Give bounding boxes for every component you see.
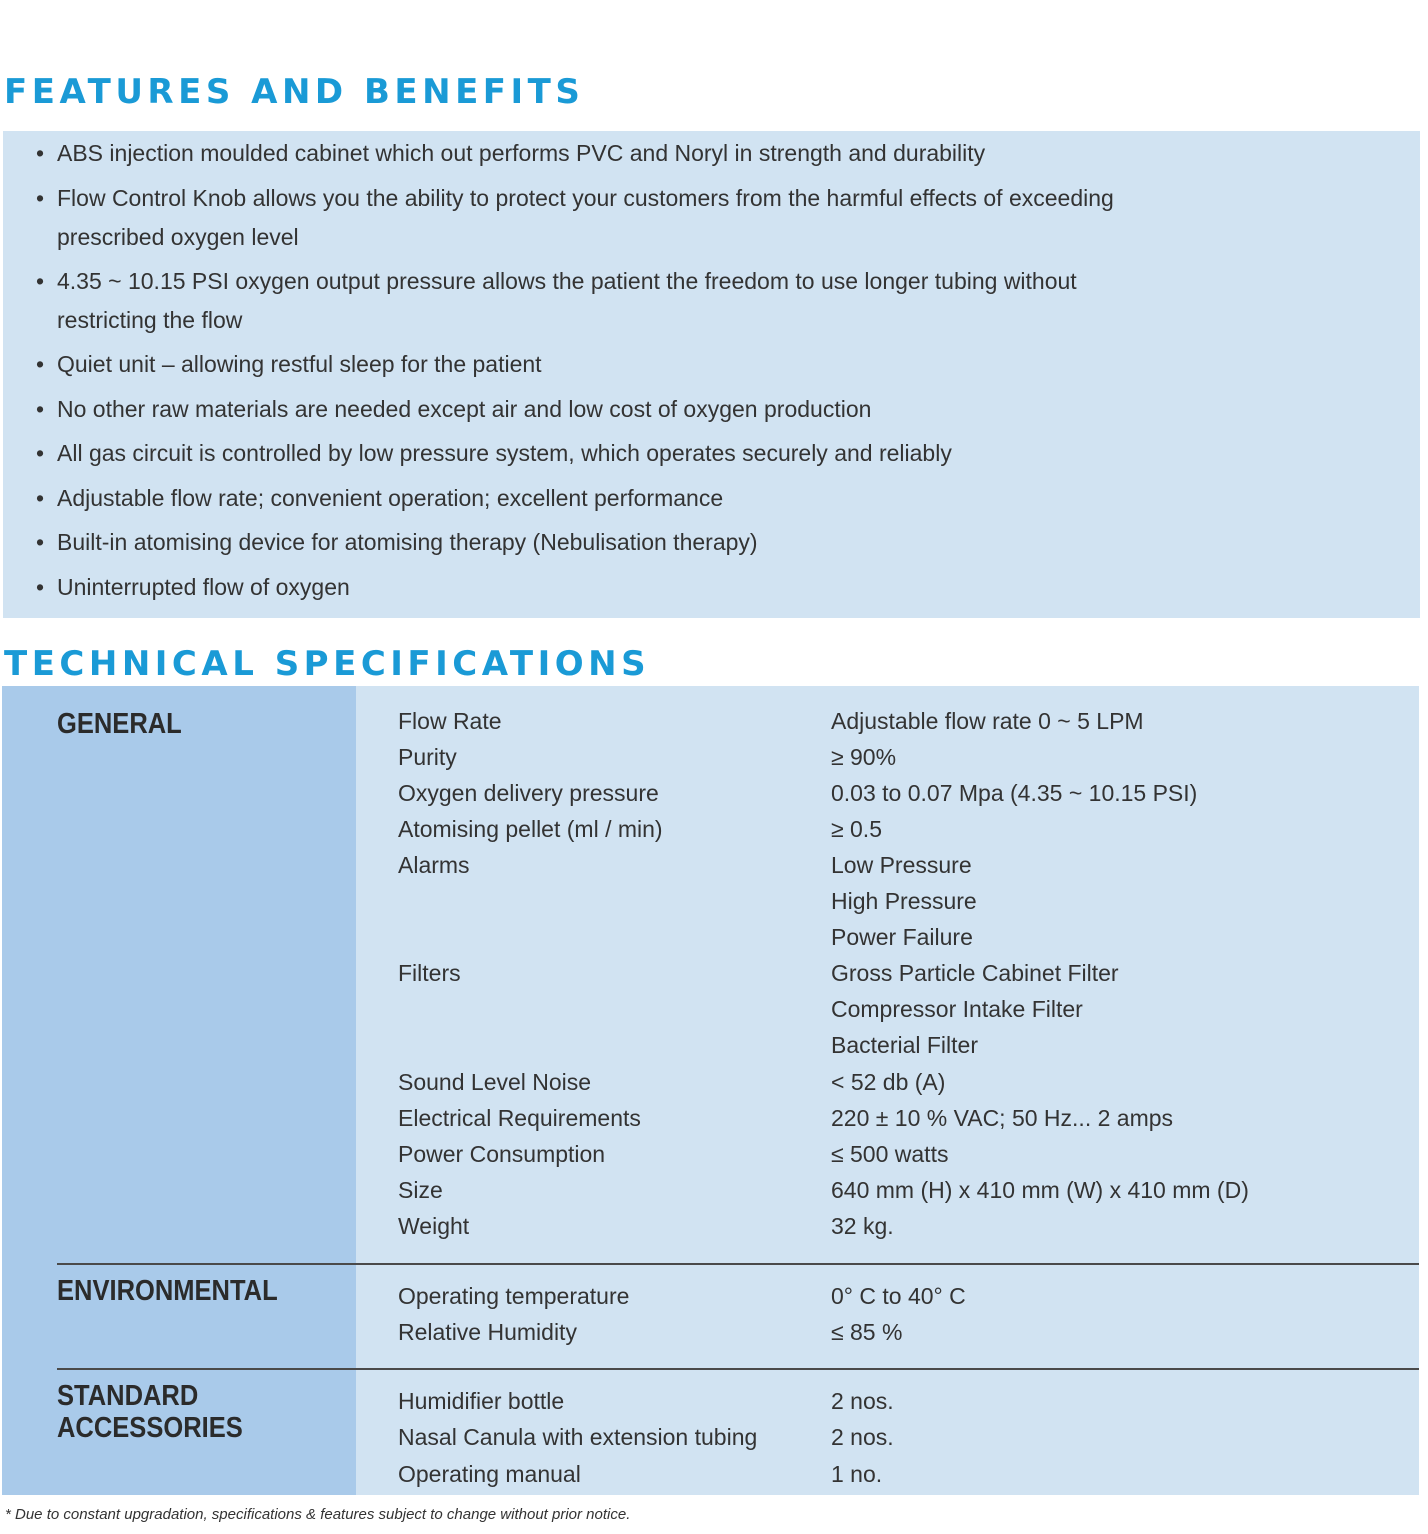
spec-label: Purity bbox=[398, 744, 457, 770]
feature-text: Flow Control Knob allows you the ability to protect your customers from the harmful effects of exceeding bbox=[57, 185, 1114, 211]
spec-label: Operating manual bbox=[398, 1461, 581, 1487]
spec-value: 220 ± 10 % VAC; 50 Hz... 2 amps bbox=[831, 1105, 1174, 1131]
feature-text: Uninterrupted flow of oxygen bbox=[57, 574, 350, 600]
specs-category-column bbox=[2, 686, 356, 1495]
spec-value: ≥ 0.5 bbox=[831, 816, 882, 842]
spec-value: 2 nos. bbox=[831, 1388, 894, 1414]
feature-text: All gas circuit is controlled by low pressure system, which operates securely and reliably bbox=[57, 440, 952, 466]
feature-text: Adjustable flow rate; convenient operation; excellent performance bbox=[57, 485, 724, 511]
spec-value: Compressor Intake Filter bbox=[831, 996, 1083, 1022]
spec-value: 0° C to 40° C bbox=[831, 1283, 966, 1309]
spec-value: Adjustable flow rate 0 ~ 5 LPM bbox=[831, 708, 1144, 734]
spec-label: Power Consumption bbox=[398, 1141, 606, 1167]
spec-label: Operating temperature bbox=[398, 1283, 630, 1309]
spec-label: Nasal Canula with extension tubing bbox=[398, 1424, 758, 1450]
bullet: • bbox=[36, 185, 45, 211]
spec-value: < 52 db (A) bbox=[831, 1069, 946, 1095]
feature-item bbox=[36, 390, 1237, 429]
feature-text-continued: restricting the flow bbox=[57, 307, 243, 333]
spec-value: 2 nos. bbox=[831, 1424, 894, 1450]
spec-label: Atomising pellet (ml / min) bbox=[398, 816, 663, 842]
feature-item bbox=[36, 345, 1237, 384]
section-divider bbox=[57, 1263, 1419, 1265]
spec-label: Weight bbox=[398, 1213, 470, 1239]
feature-item bbox=[36, 523, 1237, 562]
spec-value: 32 kg. bbox=[831, 1213, 894, 1239]
feature-text: No other raw materials are needed except air and low cost of oxygen production bbox=[57, 396, 872, 422]
spec-value: 640 mm (H) x 410 mm (W) x 410 mm (D) bbox=[831, 1177, 1249, 1203]
section-divider bbox=[57, 1368, 1419, 1370]
feature-text-continued: prescribed oxygen level bbox=[57, 224, 299, 250]
spec-value: 1 no. bbox=[831, 1461, 883, 1487]
features-panel bbox=[3, 131, 1420, 618]
feature-item bbox=[36, 434, 1237, 473]
feature-item bbox=[36, 179, 1237, 257]
bullet: • bbox=[36, 485, 45, 511]
spec-label: Electrical Requirements bbox=[398, 1105, 641, 1131]
spec-value: ≥ 90% bbox=[831, 744, 897, 770]
bullet: • bbox=[36, 529, 45, 555]
footnote: * Due to constant upgradation, specifications & features subject to change without prior notice. bbox=[5, 1506, 631, 1523]
feature-item bbox=[36, 479, 1237, 518]
category-environmental: ENVIRONMENTAL bbox=[57, 1275, 278, 1307]
spec-value: ≤ 85 % bbox=[831, 1319, 903, 1345]
specs-heading: TECHNICAL SPECIFICATIONS bbox=[4, 644, 651, 684]
spec-value: Power Failure bbox=[831, 924, 973, 950]
bullet: • bbox=[36, 574, 45, 600]
bullet: • bbox=[36, 140, 45, 166]
spec-label: Sound Level Noise bbox=[398, 1069, 592, 1095]
feature-item bbox=[36, 134, 1237, 173]
bullet: • bbox=[36, 268, 45, 294]
spec-label: Alarms bbox=[398, 852, 470, 878]
spec-label: Oxygen delivery pressure bbox=[398, 780, 659, 806]
spec-label: Filters bbox=[398, 960, 461, 986]
feature-text: ABS injection moulded cabinet which out performs PVC and Noryl in strength and durability bbox=[57, 140, 986, 166]
feature-item bbox=[36, 262, 1237, 340]
feature-text: 4.35 ~ 10.15 PSI oxygen output pressure allows the patient the freedom to use longer tubing without bbox=[57, 268, 1077, 294]
category-standard-accessories: STANDARD ACCESSORIES bbox=[57, 1380, 243, 1444]
spec-value: ≤ 500 watts bbox=[831, 1141, 949, 1167]
spec-value: Low Pressure bbox=[831, 852, 972, 878]
spec-value: 0.03 to 0.07 Mpa (4.35 ~ 10.15 PSI) bbox=[831, 780, 1198, 806]
spec-label: Relative Humidity bbox=[398, 1319, 577, 1345]
spec-value: Bacterial Filter bbox=[831, 1032, 978, 1058]
feature-text: Built-in atomising device for atomising therapy (Nebulisation therapy) bbox=[57, 529, 758, 555]
feature-item bbox=[36, 568, 1237, 607]
spec-value: Gross Particle Cabinet Filter bbox=[831, 960, 1119, 986]
category-general: GENERAL bbox=[57, 708, 182, 740]
feature-text: Quiet unit – allowing restful sleep for the patient bbox=[57, 351, 542, 377]
spec-label: Flow Rate bbox=[398, 708, 502, 734]
bullet: • bbox=[36, 351, 45, 377]
spec-label: Size bbox=[398, 1177, 443, 1203]
spec-value: High Pressure bbox=[831, 888, 977, 914]
bullet: • bbox=[36, 440, 45, 466]
spec-label: Humidifier bottle bbox=[398, 1388, 565, 1414]
features-heading: FEATURES AND BENEFITS bbox=[4, 72, 585, 112]
bullet: • bbox=[36, 396, 45, 422]
